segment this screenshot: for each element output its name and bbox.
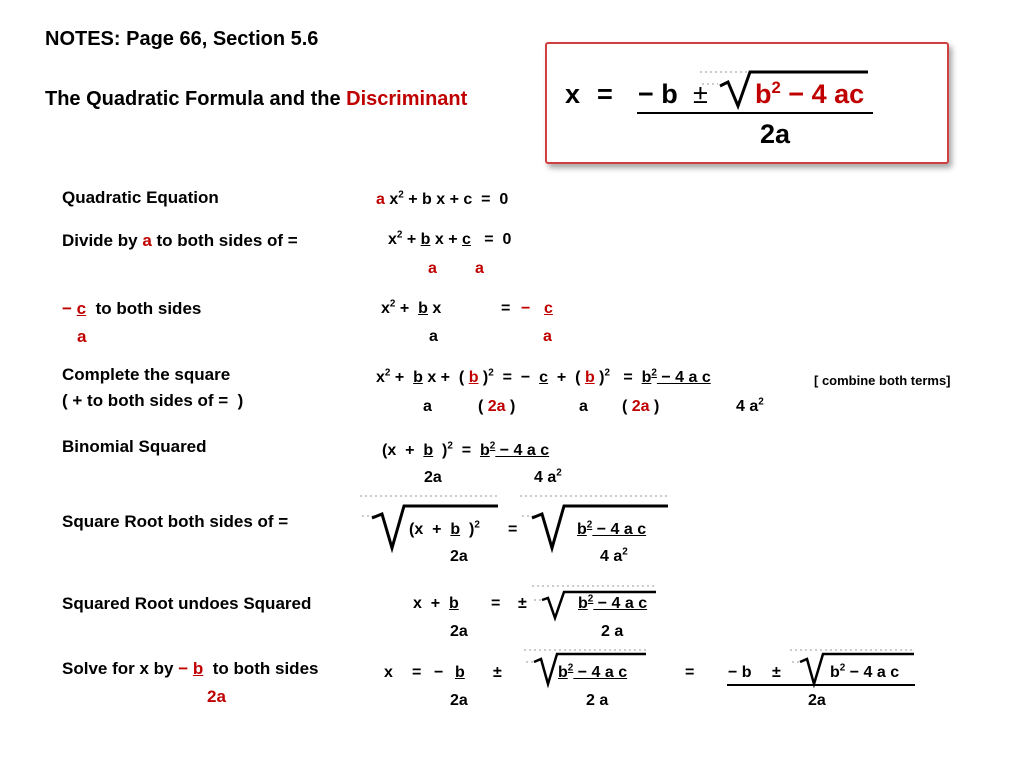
eq-solve-equals-2: =	[685, 664, 695, 681]
den-4a2-1: 4 $a^2$	[736, 396, 764, 415]
final-fraction-bar	[727, 684, 915, 686]
eq-solve-plus-minus-1: ±	[493, 664, 502, 681]
eq-solve-neg: −	[434, 664, 444, 681]
eq-undo-equals: =	[491, 595, 501, 612]
den-2a-4: 2a	[450, 548, 468, 565]
label-a-denominator: a	[77, 327, 87, 346]
eq-root-equals: =	[508, 521, 518, 538]
formula-plus-minus: ±	[693, 79, 708, 109]
eq-solve-b: b	[455, 664, 465, 681]
formula-x: x	[565, 79, 581, 109]
eq-binomial-squared: (x + b )$^2 = b^2 - 4$ a c	[382, 440, 550, 459]
eq-undo-plus-minus: ±	[518, 595, 527, 612]
label-divide-by-a: Divide by a to both sides of =	[62, 231, 298, 250]
label-complete-square: Complete the square	[62, 365, 231, 384]
eq-final-neg-b: − b	[728, 664, 752, 681]
formula-equals: =	[597, 79, 613, 109]
eq-root-rhs: $b^2 - 4$ a c	[577, 519, 647, 538]
eq-complete-square: $x^2 + b$ x + ( b )$^2$ = − c + ( b )$^2 = b^2 - 4$ a c	[376, 367, 711, 386]
eq-root-lhs: (x + b )$^2$	[409, 519, 480, 538]
label-solve-for-x: Solve for x by − b to both sides	[62, 659, 319, 678]
eq-minus-c: $x^2 + b$ x	[381, 298, 442, 317]
den-4a2-3: 4 $a^2$	[600, 546, 628, 565]
eq-solve-x: x	[384, 664, 393, 681]
formula-fraction-bar	[637, 112, 873, 114]
title-highlight: Discriminant	[346, 88, 468, 110]
den-a-2: a	[475, 260, 484, 277]
label-minus-c-over-a: − c to both sides	[62, 299, 202, 318]
label-squared-root-undoes: Squared Root undoes Squared	[62, 594, 312, 613]
den-4a2-2: 4 $a^2$	[534, 467, 562, 486]
den-2a-5: 2a	[450, 623, 468, 640]
label-binomial-squared: Binomial Squared	[62, 437, 207, 456]
eq-undo-lhs: x + b	[413, 595, 459, 612]
note-combine-terms: [ combine both terms]	[814, 373, 951, 388]
den-2a-9: 2a	[808, 692, 826, 709]
den-a-6: a	[579, 398, 588, 415]
eq-solve-plus-minus-2: ±	[772, 664, 781, 681]
formula-denominator: 2a	[760, 119, 791, 149]
eq-minus-c-equals: =	[501, 300, 511, 317]
label-solve-2a: 2a	[207, 687, 226, 706]
eq-final-rhs: $b^2 - 4$ a c	[830, 662, 900, 681]
den-2a-6: 2 a	[601, 623, 624, 640]
den-a-4: a	[543, 328, 552, 345]
label-quadratic-equation: Quadratic Equation	[62, 188, 219, 207]
eq-divide-by-a: $x^2 + b$ x + c = 0	[388, 229, 512, 248]
eq-quadratic-equation: a $x^2 + b$ x + c = 0	[376, 189, 509, 208]
den-2a-2: ( 2a )	[622, 398, 660, 415]
den-a-3: a	[429, 328, 438, 345]
formula-radicand: $b^2 - 4$ ac	[755, 78, 865, 109]
eq-solve-equals-1: =	[412, 664, 422, 681]
eq-solve-rhs: $b^2 - 4$ a c	[558, 662, 628, 681]
formula-neg-b: − b	[638, 79, 678, 109]
eq-minus-sign: −	[521, 300, 531, 317]
title-prefix: The Quadratic Formula and the	[45, 88, 347, 110]
den-a-5: a	[423, 398, 432, 415]
den-a-1: a	[428, 260, 437, 277]
page-title	[45, 88, 467, 111]
label-square-root-both: Square Root both sides of =	[62, 512, 289, 531]
eq-undo-rhs: $b^2 - 4$ a c	[578, 593, 648, 612]
den-2a-3: 2a	[424, 469, 442, 486]
den-2a-8: 2 a	[586, 692, 609, 709]
notes-heading: NOTES: Page 66, Section 5.6	[45, 28, 319, 50]
label-complete-square-sub: ( + to both sides of = )	[62, 391, 244, 410]
eq-c: c	[544, 300, 553, 317]
den-2a-7: 2a	[450, 692, 468, 709]
den-2a-1: ( 2a )	[478, 398, 516, 415]
